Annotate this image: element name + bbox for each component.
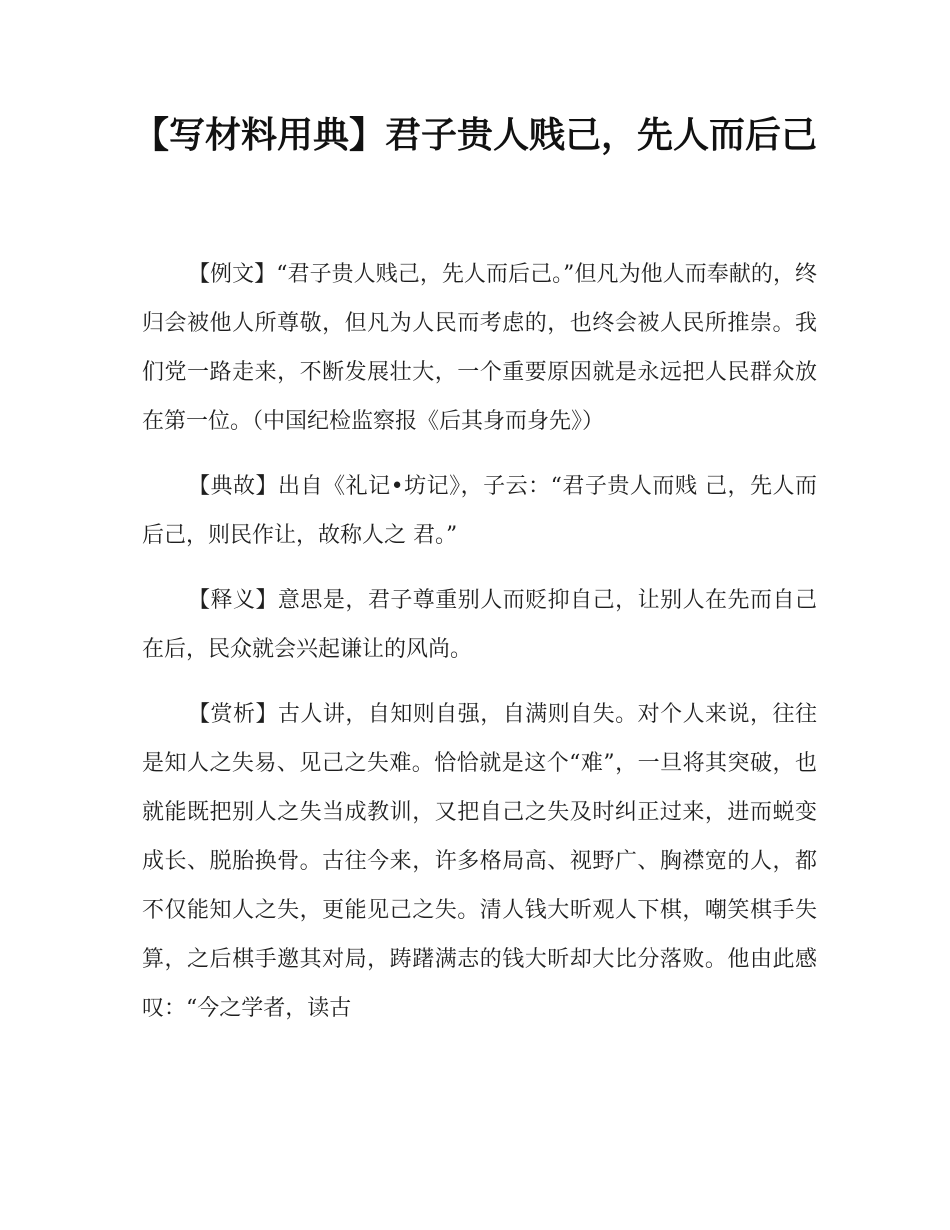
paragraph-appreciation xyxy=(142,690,817,1033)
document-body xyxy=(142,250,817,1049)
paragraph-example xyxy=(142,250,817,446)
paragraph-tag: 【释义】 xyxy=(188,588,278,613)
paragraph-text: 古人讲，自知则自强，自满则自失。对个人来说，往往是知人之失易、见己之失难。恰恰就是这个“难”，一旦将其突破，也就能既把别人之失当成教训，又把自己之失及时纠正过来，进而蜕变成长、脱胎换骨。古往今来，许多格局高、视野广、胸襟宽的人，都不仅能知人之失，更能见己之失。清人钱大昕观人下棋，嘲笑棋手失算，之后棋手邀其对局，踌躇满志的钱大昕却大比分落败。他由此感叹：“今之学者，读古 xyxy=(142,702,817,1021)
paragraph-tag: 【赏析】 xyxy=(188,702,278,727)
paragraph-text: “君子贵人贱己，先人而后己。”但凡为他人而奉献的，终归会被他人所尊敬，但凡为人民而考虑的，也终会被人民所推崇。我们党一路走来，不断发展壮大，一个重要原因就是永远把人民群众放在第一位。（中国纪检监察报《后其身而身先》） xyxy=(142,262,817,434)
paragraph-allusion xyxy=(142,462,817,560)
document-title: 【写材料用典】君子贵人贱己，先人而后己 xyxy=(132,115,817,156)
paragraph-text: 意思是，君子尊重别人而贬抑自己，让别人在先而自己在后，民众就会兴起谦让的风尚。 xyxy=(142,588,817,662)
paragraph-tag: 【例文】 xyxy=(188,262,277,287)
paragraph-tag: 【典故】 xyxy=(188,474,279,499)
paragraph-text: 出自《礼记•坊记》，子云：“君子贵人而贱 己，先人而后己，则民作让，故称人之 君。” xyxy=(142,474,817,548)
paragraph-meaning xyxy=(142,576,817,674)
